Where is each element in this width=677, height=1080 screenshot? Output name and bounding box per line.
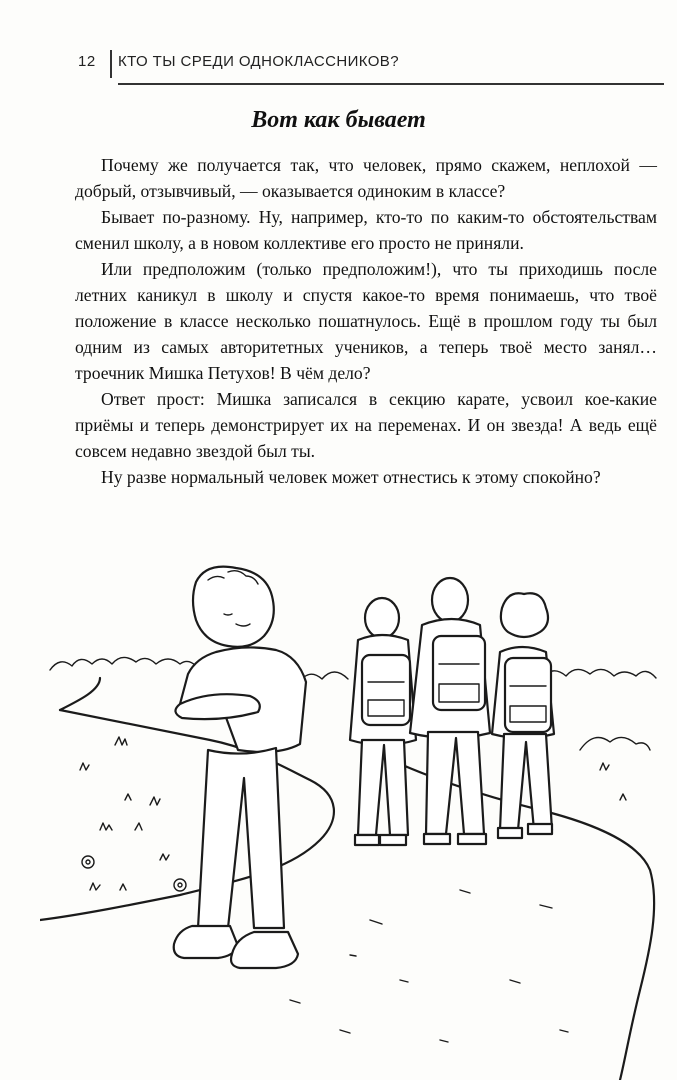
page-number: 12 [78,53,96,70]
paragraph: Ну разве нормальный человек может отнестись к этому спокойно? [101,467,601,487]
illustration-drawing [40,560,665,1080]
flowers [82,856,186,891]
paragraph: Или предположим (только предположим!), что ты приходишь после летних каникул в школу и спустя какое-то время понимаешь, что твоё положение в классе несколько пошатнулось. Ещё в прошлом году ты был одним из самых авторитетных учеников, а теперь твоё место занял… троечник Мишка Петухов! В чём дело? [75,259,657,383]
paragraph: Почему же получается так, что человек, прямо скажем, неплохой — добрый, отзывчивый, — оказывается одиноким в классе? [75,155,657,201]
running-title: КТО ТЫ СРЕДИ ОДНОКЛАССНИКОВ? [118,53,399,70]
bushes-left [50,657,196,670]
child-left-walking [350,598,416,845]
paragraph: Бывает по-разному. Ну, например, кто-то по каким-то обстоятельствам сменил школу, а в новом коллективе его просто не приняли. [75,207,657,253]
header-rule [118,83,664,85]
child-right-walking [492,593,554,838]
path-far-edge [60,678,100,710]
paragraph: Ответ прост: Мишка записался в секцию карате, усвоил кое-какие приёмы и теперь демонстрирует их на переменах. И он звезда! А ведь ещё совсем недавно звездой был ты. [75,389,657,461]
child-middle-walking [410,578,490,844]
header-divider [110,50,112,78]
section-title: Вот как бывает [251,107,426,133]
road-marks [290,890,568,1042]
body-text [75,152,657,490]
running-head [78,50,664,84]
bush-far-right [580,737,650,750]
illustration [40,560,665,1080]
